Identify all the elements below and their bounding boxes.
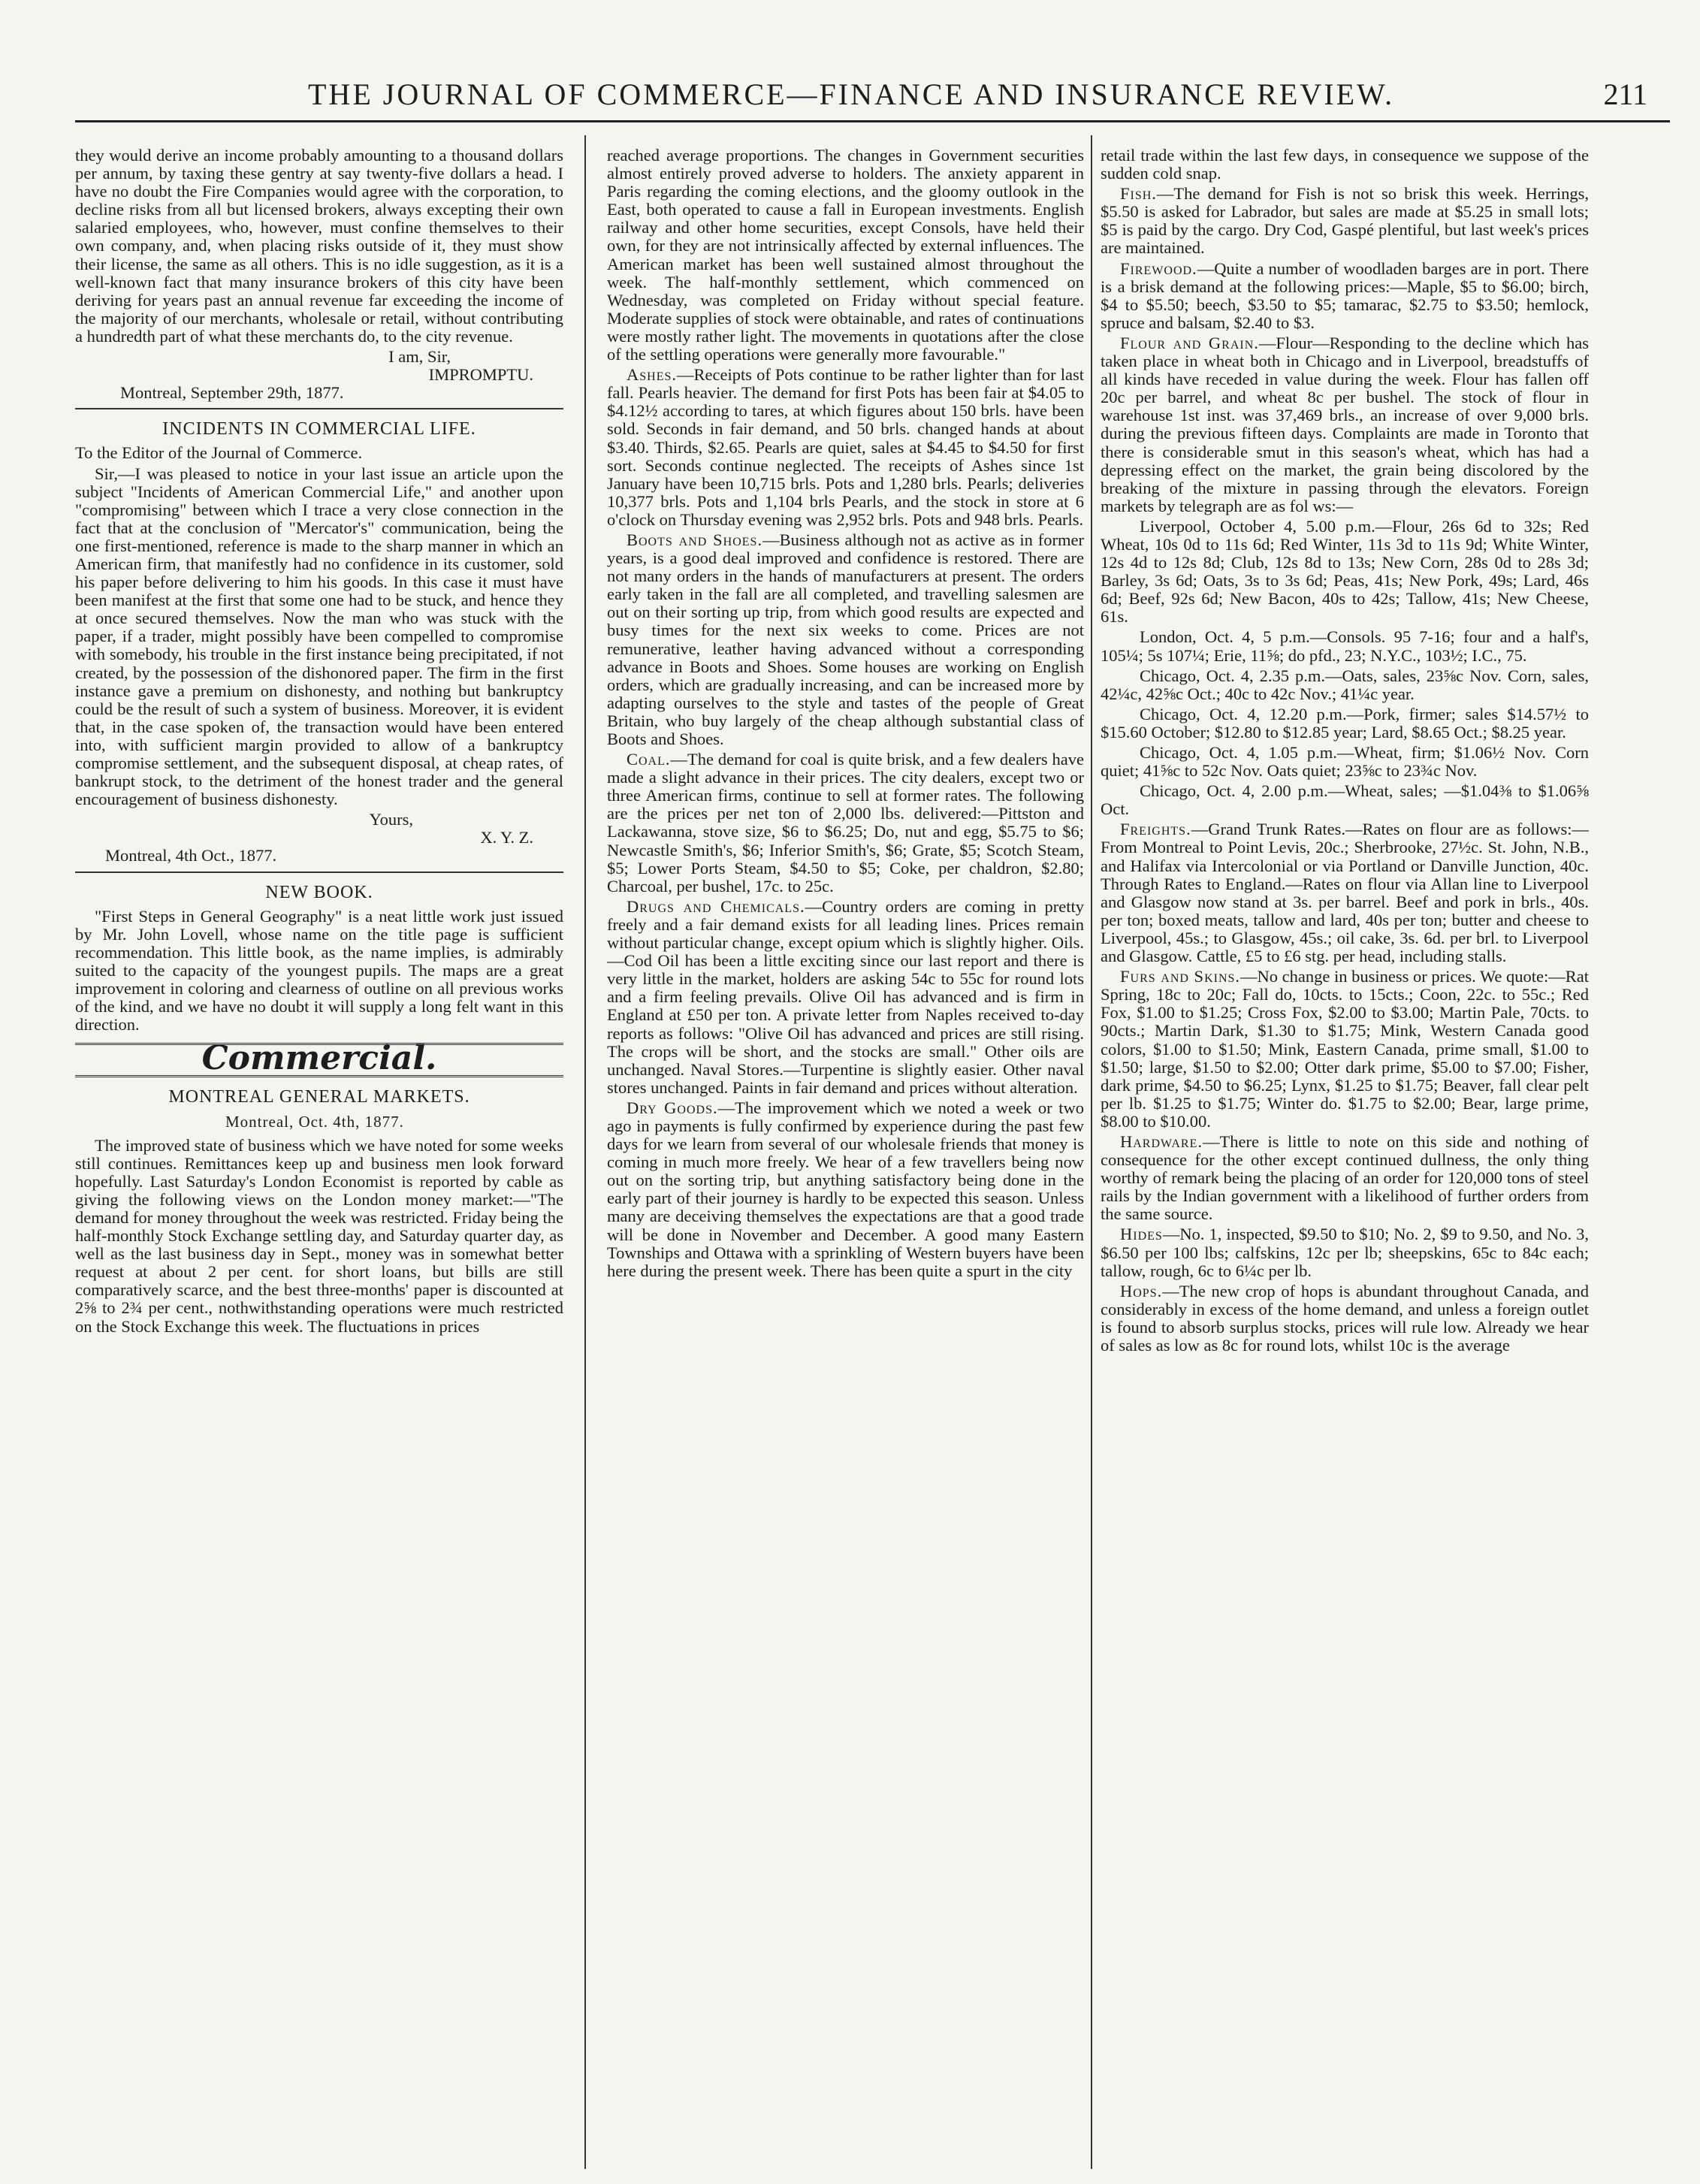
commercial-heading: Commercial. [75,1043,563,1077]
flour-paragraph [1101,334,1589,515]
drugs-text: —Country orders are coming in pretty freely and a fair demand exists for all leading lines. Prices remain without particular change, except opium which is slightly higher. Oils.—Cod Oil has been a little exciting since our last report and there is very little in the market, holders are asking 54c to 55c for round lots and a firm feeling prevails. Olive Oil has advanced and is firm in England at £50 per ton. A private letter from Naples received to-day reports as follows: "Olive Oil has advanced and prices are still rising. The crops will be short, and the stocks are small." Other oils are unchanged. Naval Stores.—Turpentine is slightly easier. Other naval stores unchanged. Paints in fair demand and prices without alteration. [607,896,1084,1097]
flour-text: —Flour—Responding to the decline which has taken place in wheat both in Chicago and in Liverpool, breadstuffs of all kinds have receded in value during the week. Flour has fallen off 20c per barrel, and wheat 8c per bushel. The stock of flour in warehouse 1st inst. was 37,469 brls., an increase of over 9,000 brls. during the previous fifteen days. Complaints are made in Toronto that there is considerable smut in this season's wheat, which has had a depressing effect on the market, the grain being discolored by the breaking of the mixture in passing through the elevators. Foreign markets by telegraph are as fol ws:— [1101,333,1589,515]
incidents-closing: Yours, [369,810,413,829]
markets-title: MONTREAL GENERAL MARKETS. [168,1087,470,1107]
incidents-dateline: Montreal, 4th Oct., 1877. [105,846,277,865]
markets-dateline: Montreal, Oct. 4th, 1877. [225,1112,404,1131]
hides-paragraph [1101,1225,1589,1279]
letter-signature: IMPROMPTU. [428,365,533,385]
ashes-label: Ashes. [627,365,677,385]
firewood-label: Firewood. [1120,258,1197,278]
chicago-quote-2: Chicago, Oct. 4, 12.20 p.m.—Pork, firmer; sales $14.57½ to $15.60 October; $12.80 to $12.85 year; Lard, $8.65 Oct.; $8.25 year. [1101,704,1589,742]
letter-continuation: they would derive an income probably amounting to a thousand dollars per annum, by taxing these gentry at say twenty-five dollars a head. I have no doubt the Fire Companies would agree with the corporation, to decline risks from all but licensed brokers, always excepting their own salaried employees, who, however, must confine themselves to their own company, and, when placing risks outside of it, they must show their license, the same as all others. This is no idle suggestion, as it is a well-known fact that many insurance brokers of this city have been deriving for years past an annual revenue far exceeding the income of the majority of our merchants, wholesale or retail, without contributing a hundredth part of what these merchants do, to the city revenue. [75,147,563,346]
hops-label: Hops. [1120,1281,1163,1300]
ashes-text: —Receipts of Pots continue to be rather lighter than for last fall. Pearls heavier. The demand for first Pots has been fair at $4.05 to $4.12½ according to tares, at which figures about 150 brls. have been sold. Seconds in fair demand, and 50 brls. changed hands at about $3.40. Thirds, $2.65. Pearls are quiet, sales at $4.45 to $4.50 for first sort. Seconds continue neglected. The receipts of Ashes since 1st January have been 10,715 brls. Pots and 1,280 brls. Pearls; deliveries 10,377 brls. Pots and 1,104 brls Pearls, and the stock in store at 6 o'clock on Thursday evening was 2,952 brls. Pots and 948 brls. Pearls. [607,365,1084,529]
fish-label: Fish. [1120,184,1157,204]
hides-text: —No. 1, inspected, $9.50 to $10; No. 2, $9 to 9.50, and No. 3, $6.50 per 100 lbs; calfskins, 12c per lb; sheepskins, 65c to 84c each; tallow, rough, 6c to 6¼c per lb. [1101,1225,1589,1280]
page-number: 211 [1603,77,1647,111]
coal-paragraph [607,751,1084,896]
incidents-signature: X. Y. Z. [480,828,533,847]
section-divider [75,871,563,873]
newbook-title: NEW BOOK. [265,882,373,902]
drygoods-continuation: retail trade within the last few days, in consequence we suppose of the sudden cold snap. [1101,147,1589,183]
hops-paragraph [1101,1282,1589,1355]
hardware-text: —There is little to note on this side and nothing of consequence for the other except continued dullness, the only thing worthy of remark being the placing of an order for 120,000 tons of steel rails by the Indian government with a likelihood of further orders from the same source. [1101,1131,1589,1224]
column-3 [1101,147,1589,2169]
boots-paragraph [607,531,1084,748]
drygoods-label: Dry Goods. [627,1098,718,1117]
firewood-paragraph [1101,260,1589,332]
journal-title: THE JOURNAL OF COMMERCE—FINANCE AND INSURANCE REVIEW. [308,77,1395,111]
incidents-title: INCIDENTS IN COMMERCIAL LIFE. [162,419,476,440]
markets-intro: The improved state of business which we have noted for some weeks still continues. Remittances keep up and business men look forward hopefully. Last Saturday's London Economist is reported by cable as giving the following views on the London money market:—"The demand for money throughout the week was restricted. Friday being the half-monthly Stock Exchange settling day, and Saturday quarter day, as well as the last business day in Sept., money was in somewhat better request at about 2 per cent. for short loans, but bills are still comparatively scarce, and the best three-months' paper is discounted at 2⅝ to 2¾ per cent., nothwithstanding operations were much restricted on the Stock Exchange this week. The fluctuations in prices [75,1135,563,1336]
column-rule-2 [1091,135,1092,2169]
letter-dateline: Montreal, September 29th, 1877. [120,383,344,403]
freights-paragraph [1101,820,1589,965]
column-rule-1 [584,135,586,2169]
coal-text: —The demand for coal is quite brisk, and a few dealers have made a slight advance in their prices. The city dealers, except two or three American firms, continue to sell at former rates. The following are the prices per net ton of 2,000 lbs. delivered:—Pittston and Lackawanna, stove size, $6 to $6.25; Do, nut and egg, $5.75 to $6; Newcastle Smith's, $6; Inferior Smith's, $6; Grate, $5; Scotch Steam, $5; Lower Ports Steam, $4.50 to $5; Coke, per chaldron, $2.80; Charcoal, per bushel, 17c. to 25c. [607,750,1084,896]
hops-text: —The new crop of hops is abundant throughout Canada, and considerably in excess of the home demand, and unless a foreign outlet is found to absorb surplus stocks, prices will rule low. Already we hear of sales as low as 8c for round lots, whilst 10c is the average [1101,1281,1589,1355]
column-1 [75,147,563,2169]
ashes-paragraph [607,366,1084,529]
furs-text: —No change in business or prices. We quote:—Rat Spring, 18c to 20c; Fall do, 10cts. to 15cts.; Coon, 22c. to 55c.; Red Fox, $1.00 to $1.25; Cross Fox, $2.00 to $3.00; Martin Pale, 70cts. to 90cts.; Martin Dark, $1.30 to $1.75; Mink, Western Canada good colors, $1.00 to $1.50; Mink, Eastern Canada, prime small, $1.00 to $1.50; large, $1.50 to $2.00; Otter dark prime, $5.00 to $7.00; Fisher, dark prime, $4.50 to $6.25; Lynx, $1.25 to $1.75; Beaver, fall clear pelt per lb. $1.25 to $1.75; Winter do. $1.75 to $2.00; Bear, large prime, $8.00 to $10.00. [1101,967,1589,1131]
newbook-body: "First Steps in General Geography" is a neat little work just issued by Mr. John Lovell, whose name on the title page is sufficient recommendation. This little book, as the name implies, is admirably suited to the capacity of the youngest pupils. The maps are a great improvement in coloring and clearness of outline on all previous works of the kind, and we have no doubt it will supply a long felt want in this direction. [75,906,563,1035]
furs-label: Furs and Skins. [1120,967,1241,986]
fish-text: —The demand for Fish is not so brisk this week. Herrings, $5.50 is asked for Labrador, but sales are made at $5.25 in small lots; $5 is paid by the cargo. Dry Cod, Gaspé plentiful, but last week's prices are maintained. [1101,184,1589,258]
letter-closing: I am, Sir, [388,347,451,367]
hides-label: Hides [1120,1225,1163,1244]
chicago-quote-4: Chicago, Oct. 4, 2.00 p.m.—Wheat, sales; —$1.04⅜ to $1.06⅝ Oct. [1101,781,1589,819]
boots-label: Boots and Shoes. [627,530,763,549]
furs-paragraph [1101,968,1589,1131]
boots-text: —Business although not as active as in former years, is a good deal improved and confidence is restored. There are not many orders in the hands of manufacturers at present. The orders early taken in the fall are all completed, and travelling salesmen are out on their sorting up trip, from which good results are expected and busy times for the next six weeks to come. Prices are not remunerative, leather having advanced without a corresponding advance in Boots and Shoes. Some houses are working on English orders, which are gradually increasing, and can be increased more by adapting ourselves to the style and tastes of the people of Great Britain, who buy largely of the cheap although substantial class of Boots and Shoes. [607,530,1084,748]
section-divider [75,408,563,409]
drugs-paragraph [607,898,1084,1097]
page-header [75,75,1670,122]
drygoods-paragraph [607,1099,1084,1280]
hardware-label: Hardware. [1120,1131,1203,1151]
incidents-to-editor: To the Editor of the Journal of Commerce. [75,443,363,463]
london-quote: London, Oct. 4, 5 p.m.—Consols. 95 7-16; four and a half's, 105¼; 5s 107¼; Erie, 11⅝; do pfd., 23; N.Y.C., 103½; I.C., 75. [1101,627,1589,665]
incidents-body: Sir,—I was pleased to notice in your last issue an article upon the subject "Incidents of American Commercial Life," and another upon "compromising" between which I trace a very close connection in the fact that at the conclusion of "Mercator's" communication, being the one first-mentioned, reference is made to the sharp manner in which an American firm, that manifestly had no confidence in its customer, sold his paper before delivering to him his goods. In this case it must have been manifest at the first that some one had to be stuck, and hence they at once secured themselves. Now the man who was stuck with the paper, if a trader, might possibly have been compelled to compromise with somebody, his trouble in the first instance being precipitated, if not created, by the possession of the dishonored paper. The firm in the first instance gave a premium on dishonesty, and nothing but bankruptcy could be the result of such a system of business. Moreover, it is evident that, in the case spoken of, the transaction would have been entered into, with sufficient margin provided to allow of a bankruptcy compromise settlement, and the subsequent disposal, at cheap rates, of bankrupt stock, to the detriment of the honest trader and the general encouragement of business dishonesty. [75,464,563,809]
coal-label: Coal. [627,750,671,769]
drugs-label: Drugs and Chemicals. [627,896,805,916]
column-2 [607,147,1084,2169]
chicago-quote-1: Chicago, Oct. 4, 2.35 p.m.—Oats, sales, 23⅝c Nov. Corn, sales, 42¼c, 42⅝c Oct.; 40c to 42c Nov.; 41¼c year. [1101,666,1589,703]
freights-text: —Grand Trunk Rates.—Rates on flour are as follows:—From Montreal to Point Levis, 20c.; Sherbrooke, 27½c. St. John, N.B., and Halifax via Intercolonial or via Portland or Danville Junction, 40c. Through Rates to England.—Rates on flour via Allan line to Liverpool and Glasgow now stand at 3s. per barrel. Beef and pork in brls., 40s. per ton; boxed meats, tallow and lard, 40s per ton; butter and cheese to Liverpool, 45s.; to Glasgow, 45s.; oil cake, 3s. 6d. per brl. to Liverpool and Glasgow. Cattle, £5 to £6 stg. per head, including stalls. [1101,820,1589,966]
markets-continuation: reached average proportions. The changes in Government securities almost entirely proved adverse to holders. The anxiety apparent in Paris regarding the coming elections, and the gloomy outlook in the East, both operated to cause a fall in European investments. English railway and other home securities, except Consols, have held their own, for they are not intrinsically affected by external influences. The American market has been well sustained almost throughout the week. The half-monthly settlement, which commenced on Wednesday, was completed on Friday without special feature. Moderate supplies of stock were obtainable, and rates of continuations were mostly rather light. The movements in quotations after the close of the settling operations were generally more favourable." [607,147,1084,364]
drygoods-text: —The improvement which we noted a week or two ago in payments is fully confirmed by experience during the past few days for we learn from several of our wholesale friends that money is coming in much more freely. We hear of a few travellers being now out on the sorting trip, but anything satisfactory being done in the early part of their journey is hardly to be expected this season. Unless many are deceiving themselves the expectations are that a good trade will be done in November and December. A good many Eastern Townships and Ottawa with a sprinkling of Western buyers have been here during the present week. There has been quite a spurt in the city [607,1098,1084,1280]
flour-label: Flour and Grain. [1120,333,1259,352]
chicago-quote-3: Chicago, Oct. 4, 1.05 p.m.—Wheat, firm; $1.06½ Nov. Corn quiet; 41⅝c to 52c Nov. Oats quiet; 23⅝c to 23¾c Nov. [1101,743,1589,781]
hardware-paragraph [1101,1133,1589,1223]
liverpool-quote: Liverpool, October 4, 5.00 p.m.—Flour, 26s 6d to 32s; Red Wheat, 10s 0d to 11s 6d; Red Winter, 11s 3d to 11s 9d; White Winter, 12s 4d to 12s 8d; Club, 12s 8d to 13s; New Corn, 28s 0d to 28s 3d; Barley, 3s 6d; Oats, 3s to 3s 6d; Peas, 41s; New Pork, 49s; Lard, 46s 6d; Beef, 92s 6d; New Bacon, 40s to 42s; Tallow, 41s; New Cheese, 61s. [1101,516,1589,627]
firewood-text: —Quite a number of woodladen barges are in port. There is a brisk demand at the following prices:—Maple, $5 to $6.00; birch, $4 to $5.50; beech, $3.50 to $5; tamarac, $2.75 to $3.50; hemlock, spruce and balsam, $2.40 to $3. [1101,258,1589,332]
fish-paragraph [1101,185,1589,257]
freights-label: Freights. [1120,820,1191,839]
